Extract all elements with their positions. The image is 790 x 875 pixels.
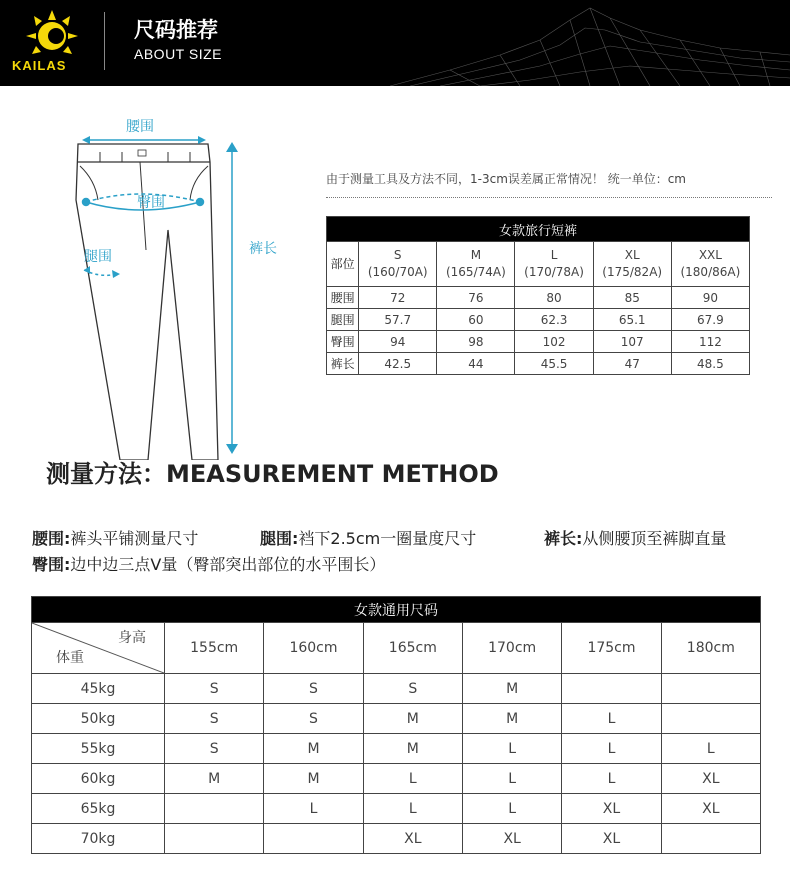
page-title: 尺码推荐 xyxy=(134,18,218,42)
size-col-xl: XL (175/82A) xyxy=(593,242,671,287)
size-table-corner: 部位 xyxy=(327,242,359,287)
length-label: 裤长 xyxy=(249,241,277,257)
size-table-caption: 女款旅行短裤 xyxy=(327,217,750,242)
height-col: 180cm xyxy=(661,623,760,674)
measurement-note: 由于测量工具及方法不同，1-3cm误差属正常情况！ 统一单位：cm xyxy=(326,172,686,186)
size-col-l: L (170/78A) xyxy=(515,242,593,287)
table-row: 70kg XL XL XL xyxy=(32,824,761,854)
fit-table-corner: 身高 体重 xyxy=(32,623,165,674)
table-row: 臀围 94 98 102 107 112 xyxy=(327,331,750,353)
waist-label: 腰围 xyxy=(126,119,154,135)
height-col: 155cm xyxy=(165,623,264,674)
dotted-divider xyxy=(326,197,772,198)
table-row: 裤长 42.5 44 45.5 47 48.5 xyxy=(327,353,750,375)
size-col-m: M (165/74A) xyxy=(437,242,515,287)
size-table xyxy=(326,216,750,375)
height-col: 165cm xyxy=(363,623,462,674)
table-row: 55kg S M M L L L xyxy=(32,734,761,764)
header-banner xyxy=(0,0,790,86)
method-thigh: 腿围:裆下2.5cm一圈量度尺寸 xyxy=(260,529,477,548)
method-hip: 臀围:边中边三点V量（臀部突出部位的水平围长） xyxy=(32,555,386,574)
method-length: 裤长:从侧腰顶至裤脚直量 xyxy=(544,529,727,548)
fit-table xyxy=(31,596,761,854)
height-col: 175cm xyxy=(562,623,661,674)
table-row: 45kg S S S M xyxy=(32,674,761,704)
height-col: 170cm xyxy=(462,623,561,674)
table-row: 腿围 57.7 60 62.3 65.1 67.9 xyxy=(327,309,750,331)
size-col-s: S (160/70A) xyxy=(359,242,437,287)
height-col: 160cm xyxy=(264,623,363,674)
page-subtitle: ABOUT SIZE xyxy=(134,46,222,62)
table-row: 65kg L L L XL XL xyxy=(32,794,761,824)
method-waist: 腰围:裤头平铺测量尺寸 xyxy=(32,529,199,548)
brand-logo-text: KAILAS xyxy=(12,58,67,73)
mountain-wireframe-icon xyxy=(390,0,790,86)
fit-table-caption: 女款通用尺码 xyxy=(32,597,761,623)
size-col-xxl: XXL (180/86A) xyxy=(671,242,749,287)
thigh-label: 腿围 xyxy=(84,249,112,265)
pants-diagram xyxy=(60,100,310,460)
table-row: 腰围 72 76 80 85 90 xyxy=(327,287,750,309)
header-divider xyxy=(104,12,105,70)
table-row: 60kg M M L L L XL xyxy=(32,764,761,794)
table-row: 50kg S S M M L xyxy=(32,704,761,734)
hip-label: 臀围 xyxy=(137,195,165,211)
method-title: 测量方法：MEASUREMENT METHOD xyxy=(46,460,499,488)
